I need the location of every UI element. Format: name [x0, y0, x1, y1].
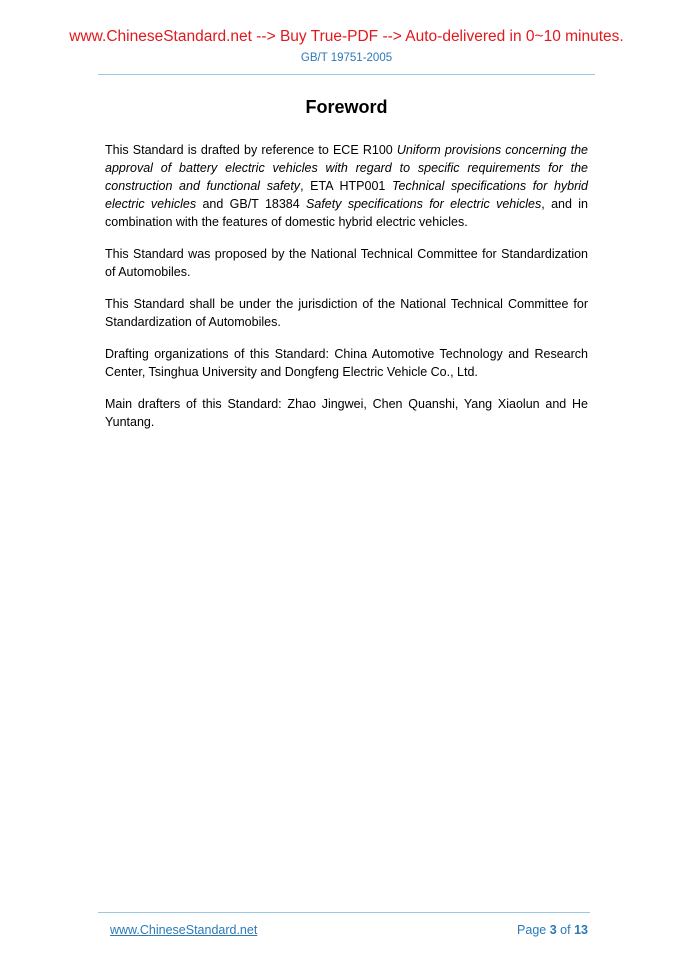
paragraph-jurisdiction: This Standard shall be under the jurisdiction of the National Technical Committee for Standardization of Automobiles.: [105, 297, 588, 329]
header-divider: [98, 74, 595, 75]
p1-text-2: , ETA HTP001: [300, 179, 393, 193]
paragraph-drafting-reference: [105, 141, 588, 231]
page-of: of: [560, 923, 571, 937]
p1-text-4: , and in combination with the features of domestic hybrid electric vehicles.: [105, 197, 588, 229]
footer-divider: [98, 912, 590, 913]
page-current: 3: [549, 923, 557, 937]
standard-code: GB/T 19751-2005: [300, 52, 393, 64]
page-word: Page: [517, 923, 547, 937]
promo-banner-link[interactable]: www.ChineseStandard.net --> Buy True-PDF --> Auto-delivered in 0~10 minutes.: [69, 28, 624, 45]
page-number: [517, 923, 588, 937]
p1-text-3: and GB/T 18384: [196, 197, 307, 211]
paragraph-main-drafters: Main drafters of this Standard: Zhao Jingwei, Chen Quanshi, Yang Xiaolun and He Yuntang.: [105, 397, 588, 429]
paragraph-proposed-by: This Standard was proposed by the National Technical Committee for Standardization of Automobiles.: [105, 247, 588, 279]
page-title: Foreword: [305, 97, 388, 117]
p1-ref-title-eta: Technical specifications for hybrid electric vehicles: [105, 179, 588, 211]
page-total: 13: [574, 923, 588, 937]
footer-site-link[interactable]: www.ChineseStandard.net: [110, 923, 258, 937]
document-body: [105, 141, 588, 445]
p1-text-1: This Standard is drafted by reference to ECE R100: [105, 143, 397, 157]
p1-ref-title-gbt: Safety specifications for electric vehicles: [306, 197, 542, 211]
paragraph-drafting-organizations: Drafting organizations of this Standard: China Automotive Technology and Research Center, Tsinghua University and Dongfeng Electric Vehicle Co., Ltd.: [105, 347, 588, 379]
p1-ref-title-ece: Uniform provisions concerning the approval of battery electric vehicles with regard to specific requirements for the construction and functional safety: [105, 143, 588, 193]
